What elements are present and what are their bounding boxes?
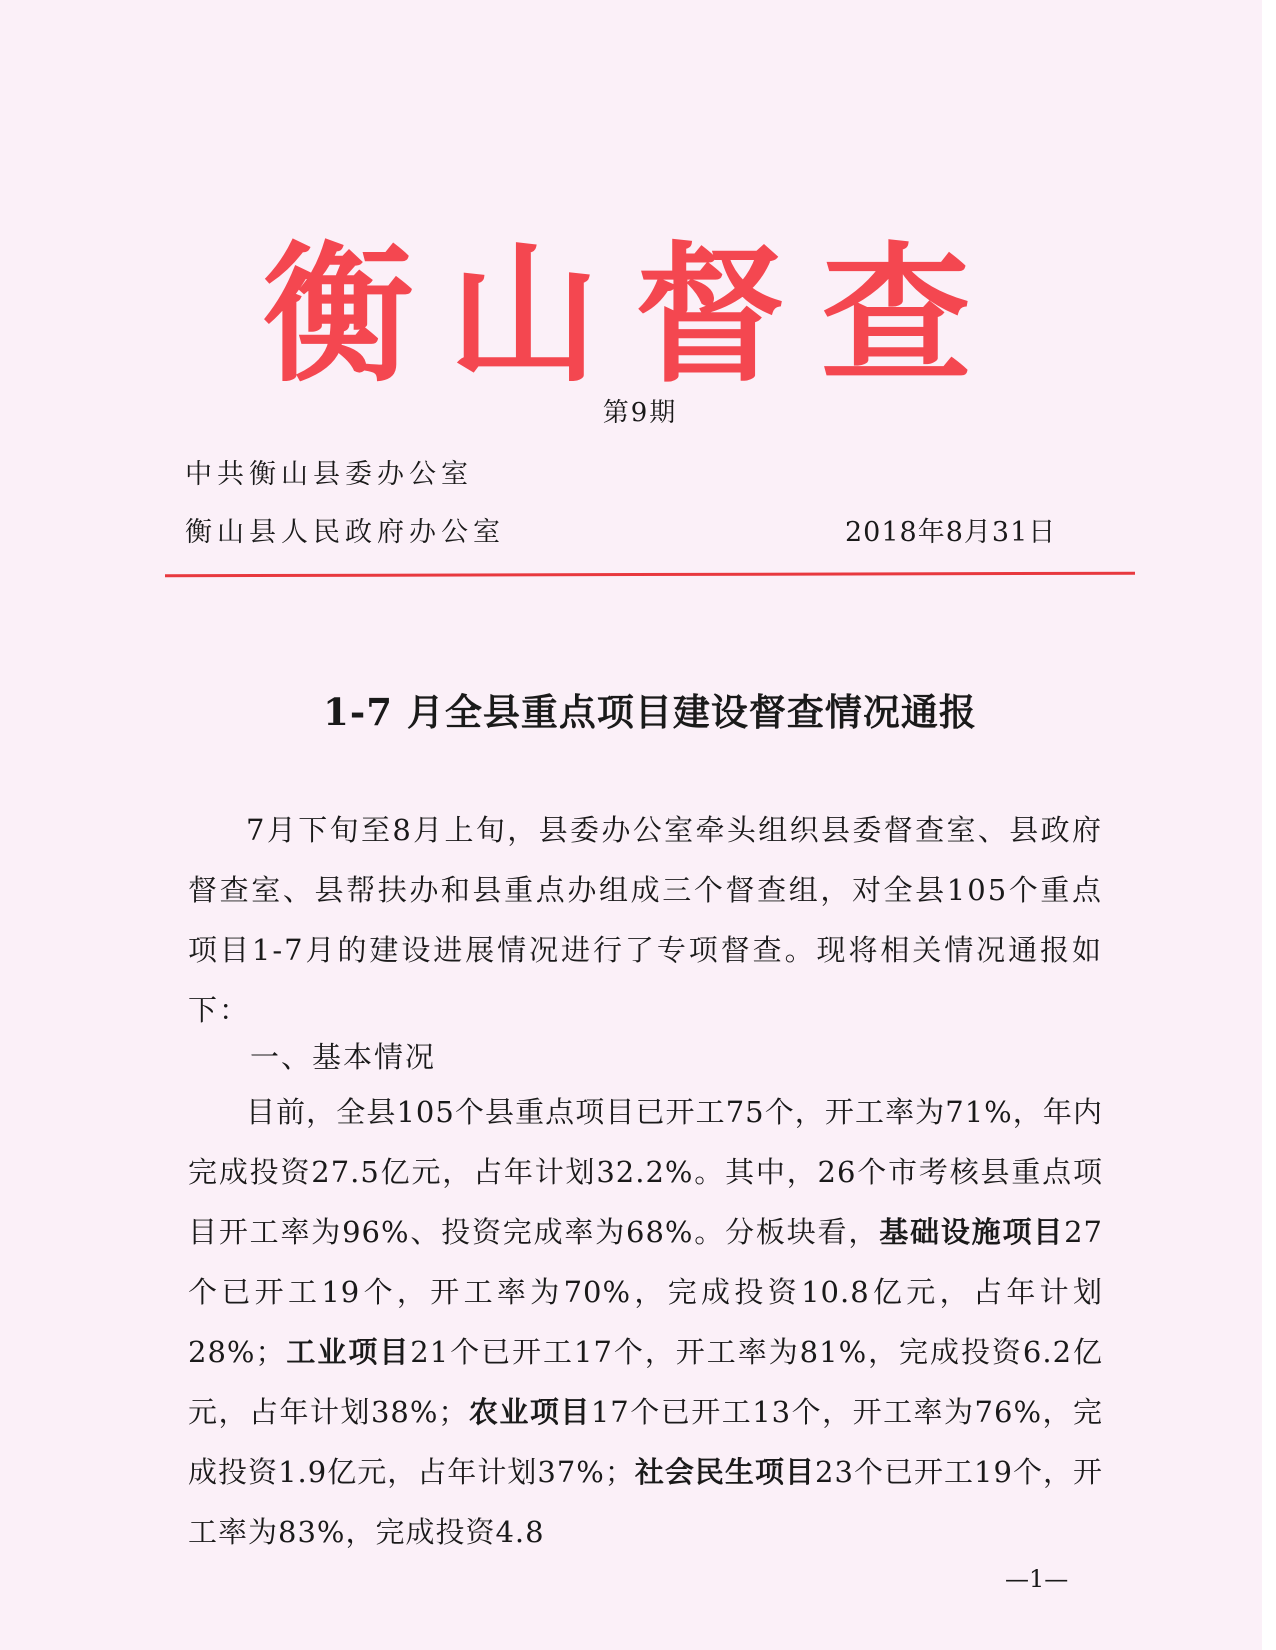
paragraph-text-run: 目前，全县105个县重点项目已开工75个，开工率为71%，年内完成投资27.5亿元，占年计划32.2%。其中，26个市考核县重点项目开工率为96%、投资完成率为68%。分板块看， bbox=[188, 1095, 1103, 1249]
issue-date: 2018年8月31日 bbox=[845, 517, 1057, 548]
issue-number: 第9期 bbox=[602, 398, 678, 428]
paragraph-text-run: 27个已开工19个，开工率为70%，完成投资10.8亿元，占年计划28%； bbox=[188, 1215, 1103, 1369]
category-label: 工业项目 bbox=[285, 1335, 411, 1369]
paragraph-text-run: 21个已开工17个，开工率为81%，完成投资6.2亿元，占年计划38%； bbox=[188, 1335, 1103, 1429]
red-divider-rule bbox=[165, 572, 1135, 578]
issuer-government-office: 衡山县人民政府办公室 bbox=[185, 517, 505, 548]
category-label: 基础设施项目 bbox=[879, 1215, 1065, 1249]
page-number: —1— bbox=[1005, 1565, 1069, 1593]
category-label: 社会民生项目 bbox=[634, 1455, 816, 1489]
scan-margin bbox=[1262, 0, 1276, 1650]
category-label: 农业项目 bbox=[468, 1395, 591, 1429]
intro-text: 7月下旬至8月上旬，县委办公室牵头组织县委督查室、县政府督查室、县帮扶办和县重点办组成三个督查组，对全县105个重点项目1-7月的建设进展情况进行了专项督查。现将相关情况通报如下： bbox=[188, 813, 1103, 1027]
masthead-title: 衡山督查 bbox=[262, 227, 1007, 403]
paragraph-text-run: 23个已开工19个，开工率为83%，完成投资4.8 bbox=[188, 1455, 1104, 1549]
report-title: 1-7 月全县重点项目建设督查情况通报 bbox=[323, 690, 977, 734]
issuer-party-office: 中共衡山县委办公室 bbox=[185, 459, 473, 490]
section-heading-basic-situation: 一、基本情况 bbox=[250, 1040, 437, 1074]
intro-paragraph bbox=[188, 800, 1103, 1040]
basic-situation-text bbox=[188, 1082, 1103, 1562]
paragraph-text-run: 17个已开工13个，开工率为76%，完成投资1.9亿元，占年计划37%； bbox=[188, 1395, 1103, 1489]
basic-situation-paragraph bbox=[188, 1082, 1103, 1562]
